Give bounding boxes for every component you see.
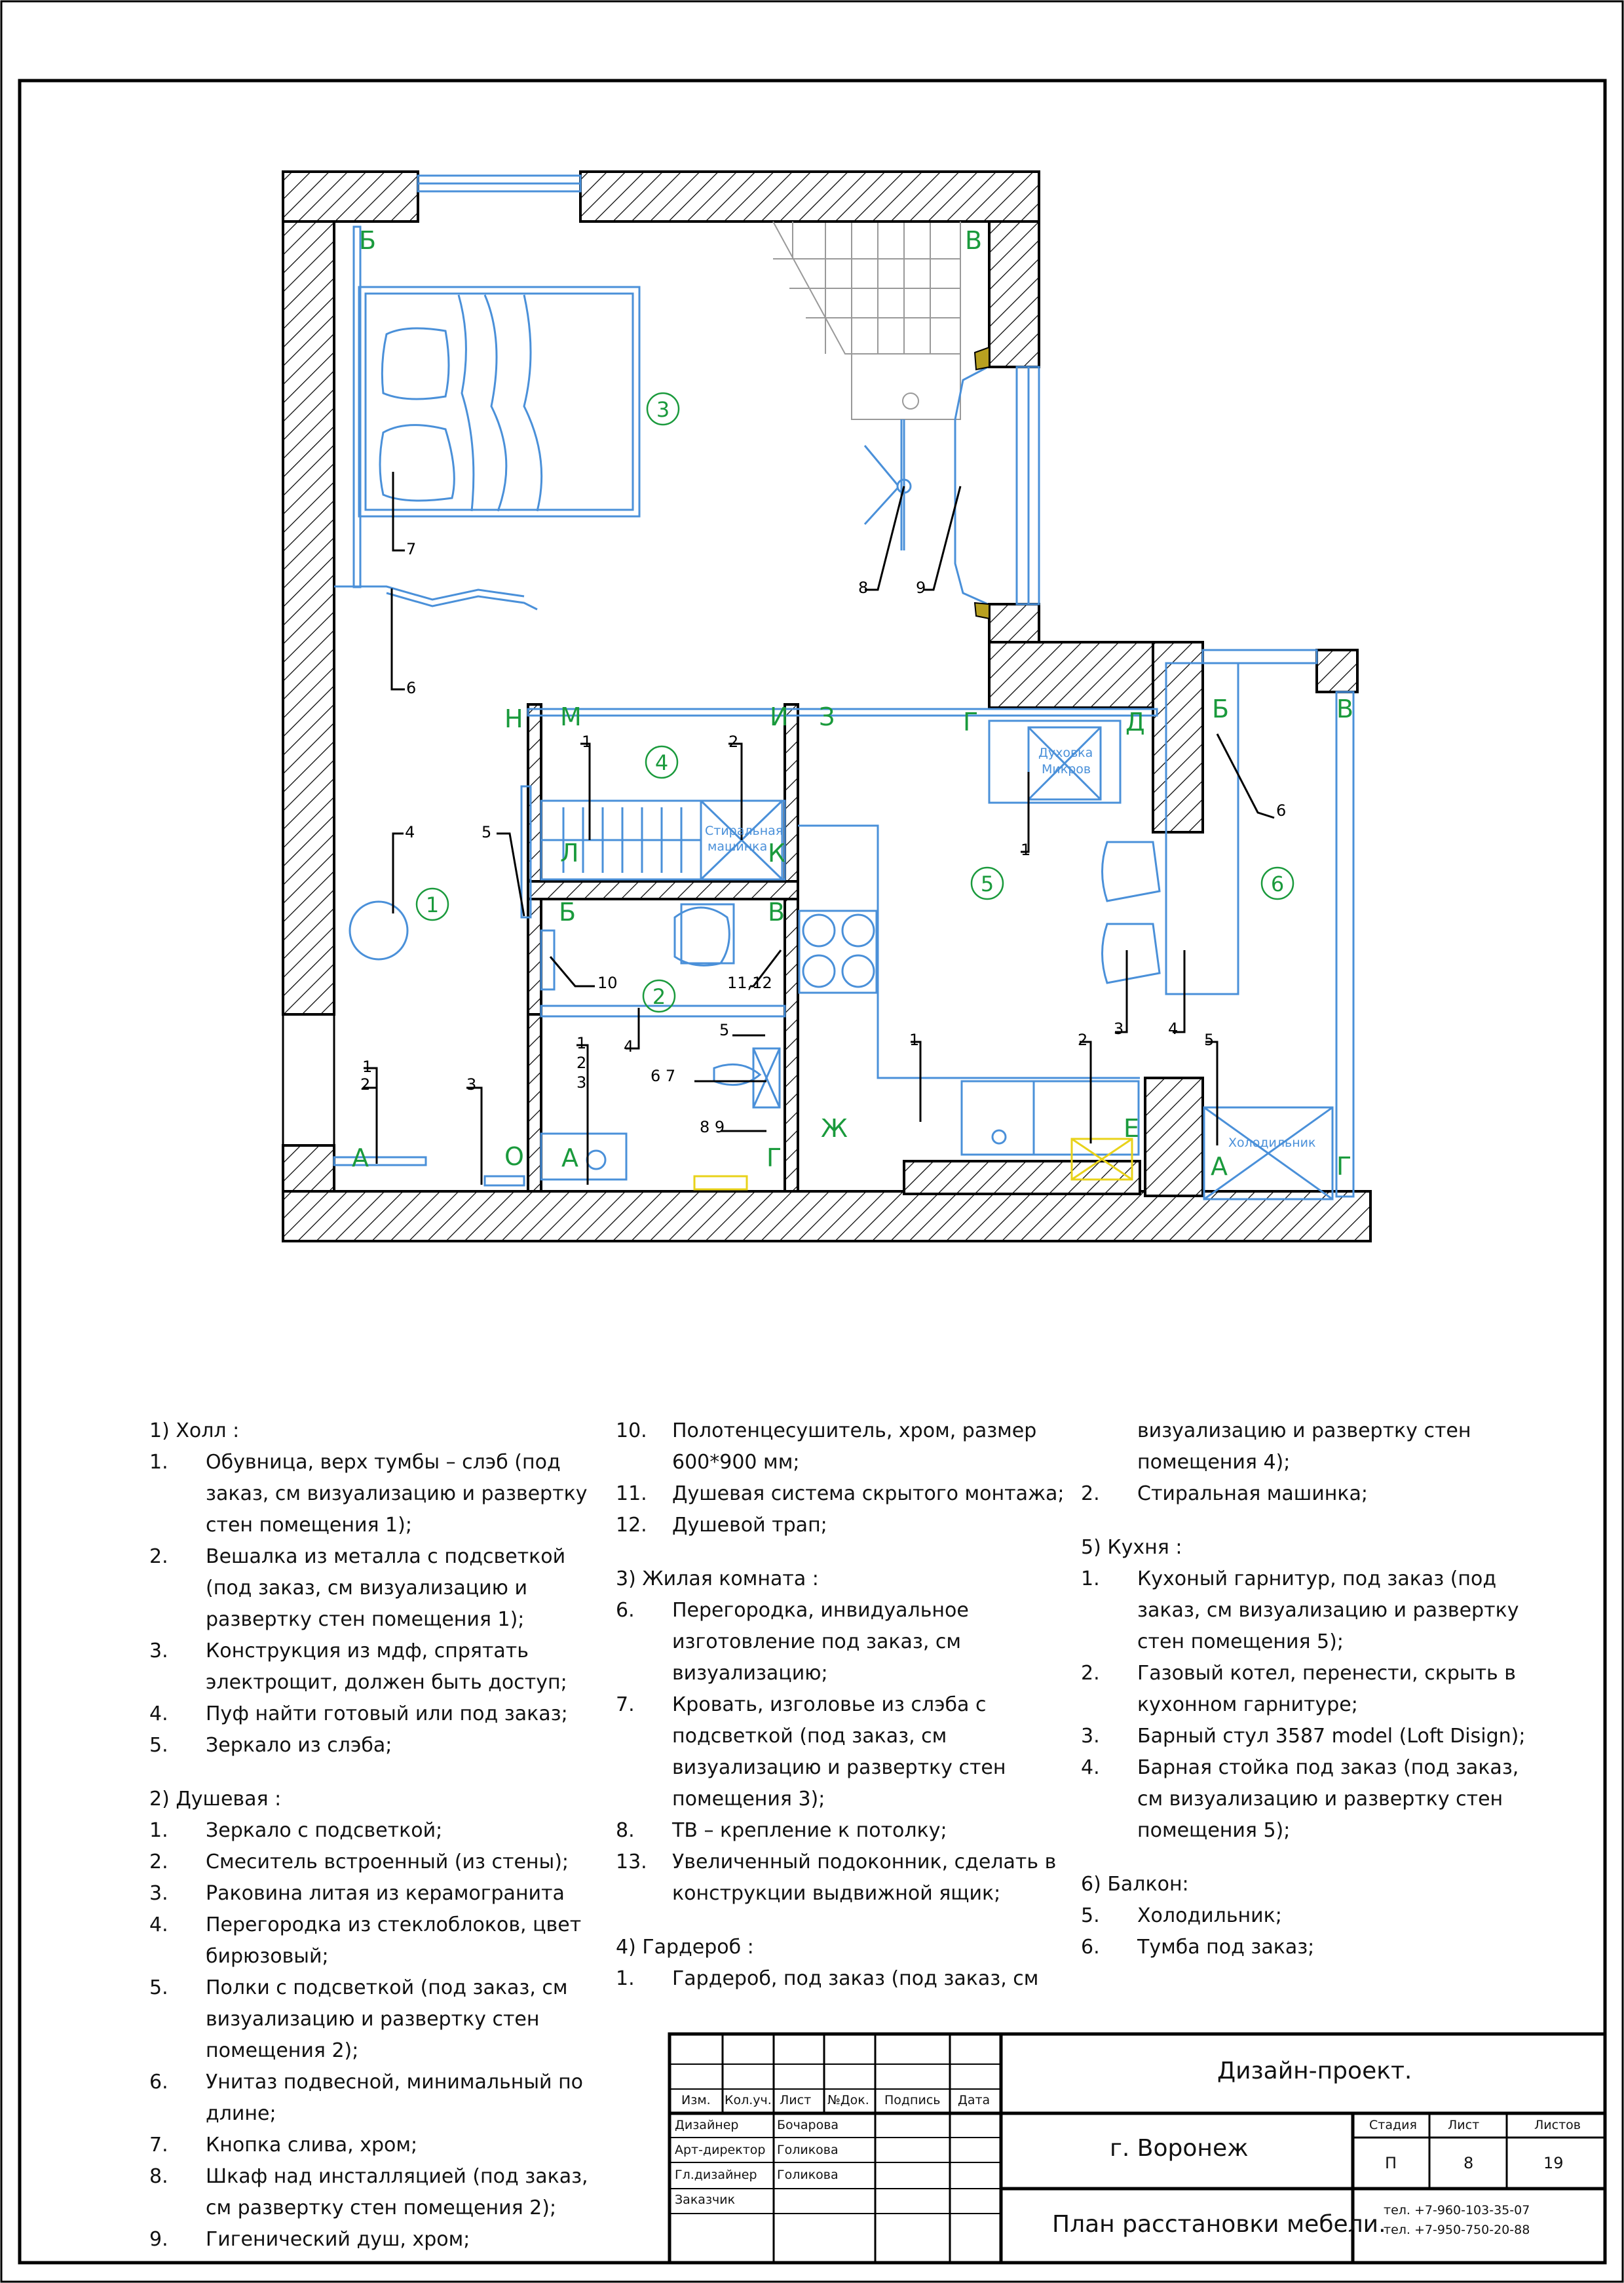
view-letter: А <box>352 1143 369 1172</box>
view-letter: Г <box>963 708 979 737</box>
notes-item-text: Душевой трап; <box>672 1514 827 1537</box>
notes-item-number: 2. <box>1081 1482 1100 1505</box>
notes-item-number: 13. <box>616 1851 647 1873</box>
notes-item-text: Пуф найти готовый или под заказ; <box>206 1702 568 1725</box>
view-letter: Л <box>560 839 579 868</box>
notes-item <box>616 1478 1074 1510</box>
notes-item-number: 2. <box>149 1545 168 1568</box>
room-number: 3 <box>656 397 670 422</box>
view-letter: В <box>768 898 785 927</box>
view-letter: Е <box>1124 1114 1140 1143</box>
notes-item-text: Унитаз подвесной, минимальный по длине; <box>206 2071 584 2125</box>
notes-item-text: ТВ – крепление к потолку; <box>672 1819 947 1842</box>
notes-item-text: Гигенический душ, хром; <box>206 2228 470 2251</box>
notes-item-text: Вешалка из металла с подсветкой (под заказ, см визуализацию и развертку стен помещения 1); <box>206 1545 566 1631</box>
tb-sheets-label: Листов <box>1534 2118 1581 2132</box>
notes-item <box>1081 1478 1539 1510</box>
notes-item-text: Полки с подсветкой (под заказ, см визуализацию и развертку стен помещения 2); <box>206 1976 568 2062</box>
view-letter: И <box>770 702 789 731</box>
notes-item-text: Стиральная машинка; <box>1137 1482 1368 1505</box>
notes-item <box>616 1415 1074 1478</box>
notes-section-heading: 5) Кухня : <box>1081 1536 1182 1559</box>
notes-item-number: 7. <box>616 1693 635 1716</box>
callout-number: 1 <box>1021 841 1031 859</box>
callout-number: 3 <box>466 1075 477 1094</box>
notes-item-text: Гардероб, под заказ (под заказ, см <box>672 1967 1039 1990</box>
notes-item-number: 5. <box>1081 1904 1100 1927</box>
notes-item-text: Раковина литая из керамогранита <box>206 1882 565 1905</box>
notes-item-number: 4. <box>1081 1756 1100 1779</box>
notes-item <box>1081 1415 1539 1478</box>
oven-label-2: Микров <box>1042 762 1091 777</box>
callout-number: 8 <box>858 579 869 597</box>
tb-city: г. Воронеж <box>1110 2135 1249 2162</box>
notes-item-text: Перегородка, инвидуальное изготовление под заказ, см визуализацию; <box>672 1599 969 1685</box>
tb-header-sign: Подпись <box>884 2093 941 2107</box>
notes-item <box>1081 1721 1539 1752</box>
notes-item-text: Кнопка слива, хром; <box>206 2134 418 2157</box>
notes-section-heading: 2) Душевая : <box>149 1788 282 1811</box>
callout-number: 3 <box>1114 1020 1124 1038</box>
notes-item-number: 6. <box>1081 1936 1100 1959</box>
tb-phone-2: тел. +7-950-750-20-88 <box>1384 2223 1530 2237</box>
notes-item-text: Барная стойка под заказ (под заказ, см визуализацию и развертку стен помещения 5); <box>1137 1756 1519 1842</box>
view-letter: А <box>1211 1152 1228 1181</box>
callout-number: 5 <box>719 1021 730 1039</box>
notes-item-number: 11. <box>616 1482 647 1505</box>
callout-number: 1 <box>582 733 592 751</box>
notes-item-text: Обувница, верх тумбы – слэб (под заказ, см визуализацию и развертку стен помещения 1); <box>206 1451 588 1537</box>
notes-column-2 <box>616 1415 1074 1995</box>
view-letter: Ж <box>821 1114 848 1143</box>
callout-number: 6 <box>406 679 417 697</box>
notes-item <box>1081 1900 1539 1932</box>
tb-header-list: Лист <box>780 2093 812 2107</box>
notes-item <box>149 1698 601 1730</box>
view-letter: Б <box>559 898 576 927</box>
room-number: 2 <box>652 984 666 1009</box>
notes-item-number: 9. <box>149 2228 168 2251</box>
view-letter: Б <box>1212 695 1230 723</box>
callout-number: 1 <box>362 1058 373 1076</box>
tb-role-designer: Дизайнер <box>675 2118 739 2132</box>
notes-section-heading: 4) Гардероб : <box>616 1936 754 1959</box>
tb-project: Дизайн-проект. <box>1217 2058 1412 2084</box>
callout-number: 8 9 <box>700 1118 725 1136</box>
notes-item <box>149 1815 601 1847</box>
washer-label-1: Стиральная <box>705 824 784 838</box>
notes-item-number: 3. <box>149 1640 168 1662</box>
washer-label-2: машинка <box>708 839 768 854</box>
tb-phone-1: тел. +7-960-103-35-07 <box>1384 2203 1530 2217</box>
callout-number: 6 7 <box>651 1067 676 1085</box>
notes-item-text: Шкаф над инсталляцией (под заказ, см развертку стен помещения 2); <box>206 2165 588 2219</box>
notes-item <box>149 2224 601 2255</box>
notes-section-heading: 1) Холл : <box>149 1419 240 1442</box>
notes-item <box>1081 1752 1539 1847</box>
tb-sheets-value: 19 <box>1543 2154 1564 2172</box>
callout-number: 2 <box>576 1054 587 1072</box>
notes-item-text: Тумба под заказ; <box>1137 1936 1315 1959</box>
notes-item <box>1081 1658 1539 1721</box>
notes-item-number: 12. <box>616 1514 647 1537</box>
tb-sheet-label: Лист <box>1448 2118 1480 2132</box>
tb-role-artdir: Арт-директор <box>675 2143 766 2157</box>
notes-section-heading: 6) Балкон: <box>1081 1873 1189 1896</box>
tb-header-doc: №Док. <box>827 2093 869 2107</box>
doors <box>975 347 989 619</box>
tb-role-client: Заказчик <box>675 2193 736 2207</box>
notes-item-number: 10. <box>616 1419 647 1442</box>
callout-number: 5 <box>1204 1031 1215 1049</box>
view-letter: Д <box>1125 708 1145 737</box>
staircase <box>773 221 960 419</box>
notes-item-number: 5. <box>149 1734 168 1757</box>
room-number: 6 <box>1270 872 1285 896</box>
view-letter: Н <box>504 704 523 733</box>
callout-number: 2 <box>728 733 739 751</box>
callout-number: 4 <box>405 823 415 841</box>
notes-item-text: Увеличенный подоконник, сделать в конструкции выдвижной ящик; <box>672 1851 1057 1905</box>
callout-number: 3 <box>576 1073 587 1092</box>
notes-section-heading: 3) Жилая комната : <box>616 1567 819 1590</box>
notes-item-text: Полотенцесушитель, хром, размер 600*900 мм; <box>672 1419 1037 1474</box>
notes-item <box>1081 1564 1539 1658</box>
view-letter: М <box>560 702 582 731</box>
fridge-label: Холодильник <box>1228 1136 1316 1150</box>
notes-item <box>149 2161 601 2224</box>
floor-plan <box>283 172 1370 1241</box>
notes-column-1 <box>149 1415 601 2255</box>
notes-item <box>616 1815 1074 1847</box>
oven-label-1: Духовка <box>1038 746 1093 760</box>
notes-item-text: Конструкция из мдф, спрятать электрощит, должен быть доступ; <box>206 1640 567 1694</box>
notes-item-number: 5. <box>149 1976 168 1999</box>
notes-item-number: 7. <box>149 2134 168 2157</box>
notes-column-3 <box>1081 1415 1539 1963</box>
notes-item-number: 1. <box>616 1967 635 1990</box>
notes-item-number: 6. <box>616 1599 635 1622</box>
notes-item-number: 1. <box>149 1819 168 1842</box>
notes-item <box>149 1447 601 1541</box>
tb-header-kol: Кол.уч. <box>725 2093 772 2107</box>
room-number: 1 <box>425 892 440 917</box>
view-letter: В <box>965 226 983 255</box>
tb-sheet-value: 8 <box>1463 2154 1474 2172</box>
notes-item <box>616 1510 1074 1541</box>
notes-item-number: 3. <box>1081 1725 1100 1748</box>
callout-number: 11,12 <box>727 974 772 992</box>
tb-role-chief: Гл.дизайнер <box>675 2168 757 2182</box>
callout-number: 6 <box>1276 801 1287 820</box>
notes-item-number <box>1081 1415 1137 1478</box>
tb-header-date: Дата <box>958 2093 991 2107</box>
view-letter: В <box>1336 695 1354 723</box>
notes-item <box>1081 1932 1539 1963</box>
pouf <box>350 902 407 959</box>
notes-item-text: Душевая система скрытого монтажа; <box>672 1482 1065 1505</box>
notes-item-number: 6. <box>149 2071 168 2094</box>
callout-number: 2 <box>360 1075 371 1094</box>
view-letter: О <box>504 1142 524 1171</box>
notes-item-text: Смеситель встроенный (из стены); <box>206 1851 569 1873</box>
notes-item <box>149 2067 601 2130</box>
callout-number: 5 <box>482 823 492 841</box>
notes-item-text: Барный стул 3587 model (Loft Disign); <box>1137 1725 1526 1748</box>
notes-item-number: 2. <box>149 1851 168 1873</box>
notes-item <box>149 1541 601 1636</box>
notes-item-text: Кухоный гарнитур, под заказ (под заказ, см визуализацию и развертку стен помещения 5); <box>1137 1567 1519 1653</box>
notes-item-text: Зеркало из слэба; <box>206 1734 392 1757</box>
room-number: 4 <box>654 750 669 775</box>
callout-number: 4 <box>624 1037 634 1056</box>
tb-name-chief: Голикова <box>777 2168 839 2182</box>
notes-item-number: 4. <box>149 1913 168 1936</box>
callout-number: 4 <box>1168 1020 1179 1038</box>
notes-item <box>149 1847 601 1878</box>
tb-stage-label: Стадия <box>1369 2118 1417 2132</box>
notes-item-text: Газовый котел, перенести, скрыть в кухонном гарнитуре; <box>1137 1662 1516 1716</box>
notes-item-text: визуализацию и развертку стен помещения 4); <box>1137 1419 1471 1474</box>
notes-item <box>149 1636 601 1698</box>
callout-number: 9 <box>916 579 926 597</box>
callout-numbers <box>360 540 1286 1136</box>
notes-item-text: Перегородка из стеклоблоков, цвет бирюзовый; <box>206 1913 582 1968</box>
notes-item-number: 3. <box>149 1882 168 1905</box>
notes-item-number: 2. <box>1081 1662 1100 1685</box>
callout-number: 1 <box>909 1031 920 1049</box>
notes-item-number: 8. <box>616 1819 635 1842</box>
notes-item <box>149 1972 601 2067</box>
room-number: 5 <box>980 872 994 896</box>
tb-name-artdir: Голикова <box>777 2143 839 2157</box>
notes-item <box>616 1847 1074 1909</box>
notes-item <box>616 1689 1074 1815</box>
notes-item <box>149 1730 601 1761</box>
notes-item-text: Зеркало с подсветкой; <box>206 1819 443 1842</box>
view-letter: А <box>561 1143 578 1172</box>
view-letter: Г <box>1336 1152 1352 1181</box>
notes-item-number: 1. <box>1081 1567 1100 1590</box>
view-letter: З <box>819 702 835 731</box>
notes-item <box>616 1963 1074 1995</box>
callout-number: 7 <box>406 540 417 558</box>
notes-item-text: Холодильник; <box>1137 1904 1282 1927</box>
bed <box>359 287 639 516</box>
view-letter: Б <box>359 226 377 255</box>
view-letter: Г <box>766 1143 782 1172</box>
kitchen-furniture <box>798 663 1332 1199</box>
callout-number: 10 <box>597 974 618 992</box>
tb-name-designer: Бочарова <box>777 2118 839 2132</box>
tb-stage-value: П <box>1385 2154 1397 2172</box>
notes-item <box>149 1909 601 1972</box>
notes-item <box>149 1878 601 1909</box>
notes-item <box>616 1595 1074 1689</box>
notes-item <box>149 2130 601 2161</box>
tb-header-izm: Изм. <box>681 2093 711 2107</box>
notes-item-number: 1. <box>149 1451 168 1474</box>
tb-sheet-title: План расстановки мебели. <box>1052 2211 1386 2238</box>
callout-number: 2 <box>1078 1031 1088 1049</box>
notes-item-number: 8. <box>149 2165 168 2188</box>
view-letter: К <box>768 839 785 868</box>
notes-item-number: 4. <box>149 1702 168 1725</box>
notes-item-text: Кровать, изголовье из слэба с подсветкой (под заказ, см визуализацию и развертку стен помещения 3); <box>672 1693 1006 1811</box>
callout-number: 1 <box>576 1034 587 1052</box>
